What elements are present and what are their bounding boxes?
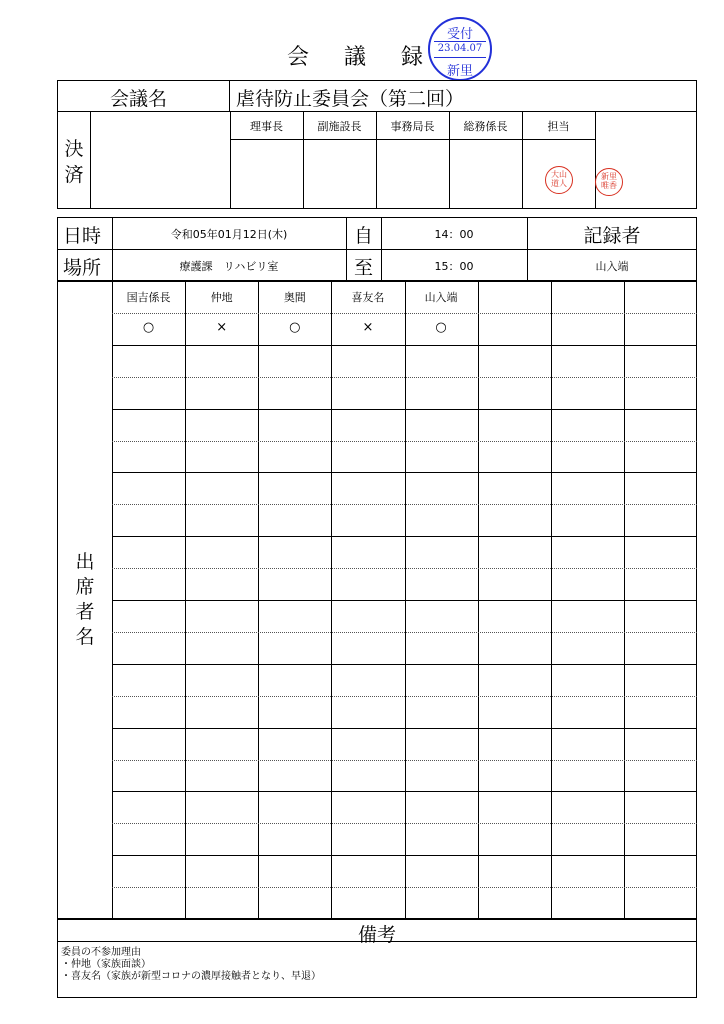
- grid-dotted-line: [112, 823, 697, 824]
- grid-row-line: [112, 600, 697, 601]
- receipt-stamp-divider-1: [434, 41, 486, 42]
- place-value: 療護課 リハビリ室: [179, 260, 279, 273]
- meeting-name-label: 会議名: [110, 88, 168, 110]
- attendance-mark: ○: [289, 319, 301, 335]
- datetime-row-divider: [57, 249, 697, 250]
- place-label: 場所: [63, 257, 102, 279]
- grid-dotted-line: [112, 696, 697, 697]
- approval-label: 決済: [64, 138, 84, 186]
- grid-row-line: [112, 472, 697, 473]
- grid-dotted-line: [112, 504, 697, 505]
- approval-header-divider: [230, 139, 595, 140]
- grid-row-line: [112, 728, 697, 729]
- attendance-mark: ×: [216, 319, 228, 335]
- remarks-line-3: ・喜友名（家族が新型コロナの濃厚接触者となり、早退）: [61, 971, 321, 982]
- remarks-line-2: ・仲地（家族面談）: [61, 959, 151, 970]
- grid-dotted-line: [112, 760, 697, 761]
- attendee-name: 喜友名: [351, 291, 385, 304]
- grid-row-line: [112, 536, 697, 537]
- meeting-name-value: 虐待防止委員会（第二回）: [236, 88, 465, 110]
- receipt-stamp-date: 23.04.07: [437, 43, 483, 54]
- meeting-row-divider: [57, 111, 697, 112]
- receipt-stamp-top: 受付: [446, 27, 473, 42]
- end-label: 至: [353, 257, 373, 279]
- grid-row-line: [112, 791, 697, 792]
- start-time: 14：00: [434, 228, 474, 241]
- meeting-label-divider: [229, 80, 230, 111]
- grid-row-line: [112, 345, 697, 346]
- grid-row-line: [112, 855, 697, 856]
- grid-dotted-line: [112, 313, 697, 314]
- role-secretary-general: 事務局長: [390, 120, 435, 133]
- approval-label-divider: [90, 111, 91, 209]
- attendee-name: 仲地: [210, 291, 233, 304]
- attendee-name: 山入端: [424, 291, 458, 304]
- attendee-name: 奥間: [283, 291, 306, 304]
- end-time: 15：00: [434, 260, 474, 273]
- attendance-mark: ○: [435, 319, 447, 335]
- recorder-value: 山入端: [595, 260, 629, 273]
- start-label: 自: [353, 225, 373, 247]
- role-staff-in-charge: 担当: [547, 120, 570, 133]
- grid-dotted-line: [112, 377, 697, 378]
- role-deputy-director: 副施設長: [317, 120, 362, 133]
- approval-col-line-6: [595, 111, 596, 209]
- grid-row-line: [112, 664, 697, 665]
- grid-dotted-line: [112, 441, 697, 442]
- role-chairman: 理事長: [250, 120, 283, 133]
- remarks-line-1: 委員の不参加理由: [61, 947, 141, 958]
- receipt-stamp-bottom: 新里: [446, 64, 473, 79]
- recorder-label: 記録者: [583, 225, 641, 247]
- receipt-stamp-divider-2: [434, 57, 486, 58]
- date-label: 日時: [63, 225, 102, 247]
- grid-row-line: [112, 409, 697, 410]
- remarks-label: 備考: [357, 924, 396, 946]
- role-general-affairs-chief: 総務係長: [463, 120, 508, 133]
- approval-seal-1: 大山 道人: [545, 166, 573, 194]
- receipt-stamp: [428, 17, 492, 81]
- grid-dotted-line: [112, 632, 697, 633]
- grid-dotted-line: [112, 887, 697, 888]
- attendees-label: 出席者名: [75, 551, 95, 648]
- page-title: 会 議 録: [287, 45, 437, 70]
- attendance-mark: ×: [362, 319, 374, 335]
- attendance-mark: ○: [142, 319, 155, 335]
- attendee-name: 国吉係長: [126, 291, 171, 304]
- grid-dotted-line: [112, 568, 697, 569]
- date-value: 令和05年01月12日(木): [170, 228, 288, 241]
- approval-seal-2: 新里 唯香: [595, 168, 623, 196]
